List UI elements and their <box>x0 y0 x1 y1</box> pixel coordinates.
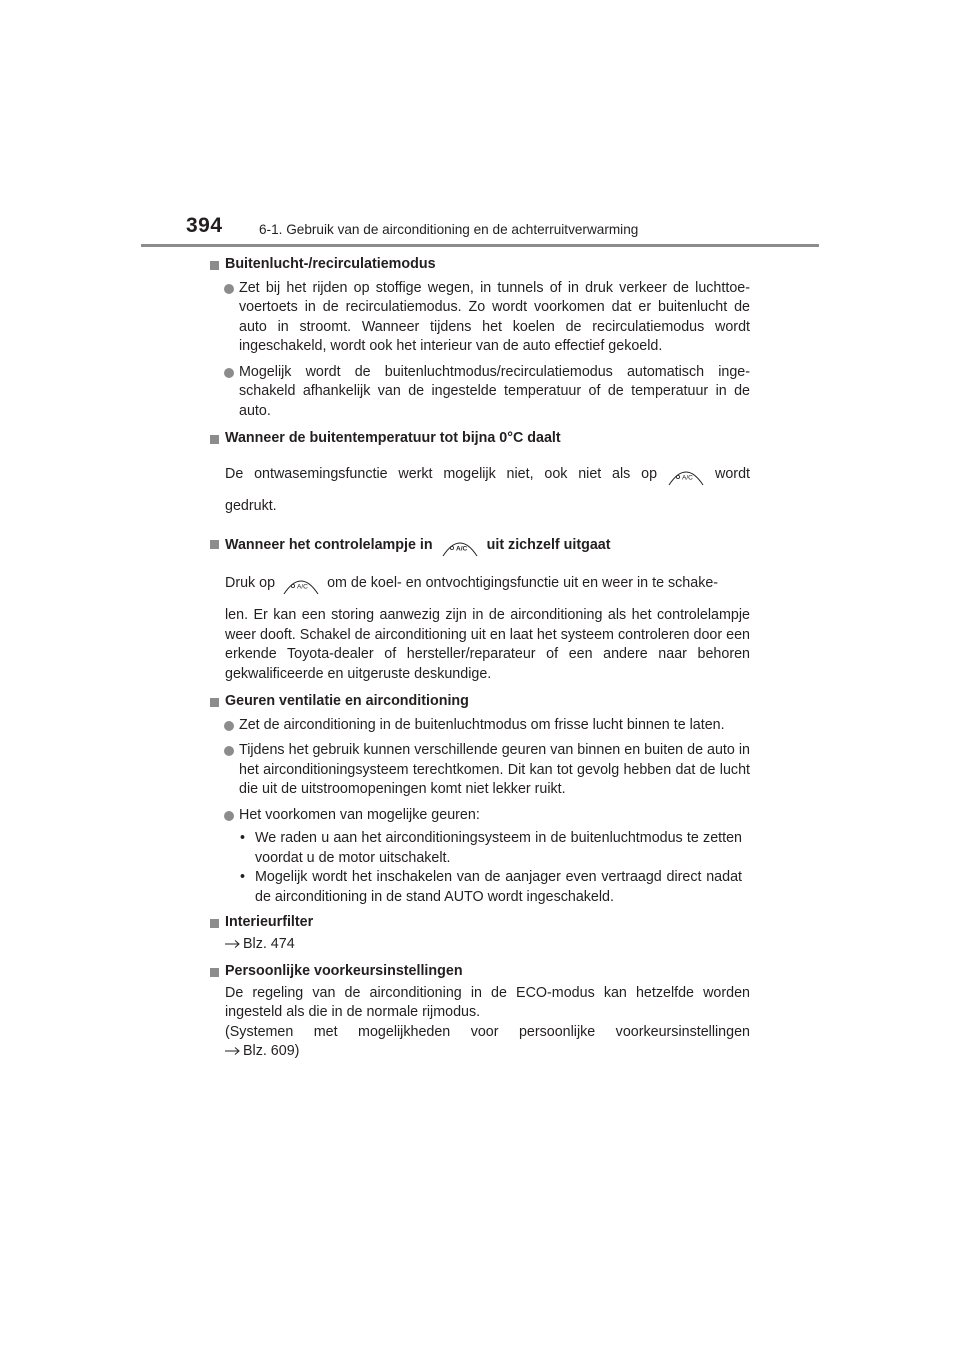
page-number: 394 <box>186 214 223 237</box>
reference-text: Blz. 609) <box>243 1043 300 1059</box>
sub-bullet-item <box>210 868 750 907</box>
lamp-text-line <box>210 572 750 596</box>
ac-label: A/C <box>455 545 467 553</box>
bullet-text: Het voorkomen van mogelijke geuren: <box>239 806 480 823</box>
heading-text: Persoonlijke voorkeursinstellingen <box>225 963 463 979</box>
sub-bullet-text: Mogelijk wordt het inschakelen van de aanjager even vertraagd direct nadat de airconditioning in de stand AUTO wordt ingeschakeld. <box>255 869 742 905</box>
bullet-item <box>210 279 750 357</box>
circle-bullet-icon <box>224 368 234 378</box>
heading-indicator-lamp <box>210 534 750 558</box>
paragraph-text: om de koel- en ontvochtigingsfunctie uit en weer in te schake- <box>327 575 719 592</box>
heading-recirculation <box>210 255 750 275</box>
paragraph-text: len. Er kan een storing aanwezig zijn in de airconditioning als het controlelampje weer dooft. Schakel de airconditioning uit en laat het systeem controleren door een erkende Toyota-dealer of hersteller/reparateur of een andere naar behoren gekwalificeerde en uitgeruste deskundige. <box>225 607 750 682</box>
bullet-text: Zet de airconditioning in de buitenluchtmodus om frisse lucht binnen te laten. <box>239 716 725 733</box>
heading-text: Geuren ventilatie en airconditioning <box>225 693 469 709</box>
ac-button-icon <box>441 534 479 558</box>
circle-bullet-icon <box>224 811 234 821</box>
heading-text: Buitenlucht-/recirculatiemodus <box>225 256 436 272</box>
bullet-item <box>210 363 750 422</box>
heading-cabin-filter <box>210 913 750 933</box>
square-icon <box>210 540 219 549</box>
circle-bullet-icon <box>224 284 234 294</box>
square-icon <box>210 968 219 977</box>
circle-bullet-icon <box>224 721 234 731</box>
sub-bullet-marker: • <box>240 869 246 885</box>
reference-text: Blz. 474 <box>243 935 295 952</box>
ac-label: A/C <box>297 583 308 591</box>
right-arrow-icon <box>225 1043 241 1059</box>
square-icon <box>210 919 219 928</box>
bullet-text: Mogelijk wordt de buitenluchtmodus/recirculatiemodus automatisch ingeschakeld afhankelijk van de ingestelde temperatuur of de temperatuur in de auto. <box>239 363 750 419</box>
running-head: 6-1. Gebruik van de airconditioning en de achterruitverwarming <box>259 222 639 237</box>
paragraph-text: wordt <box>715 465 750 482</box>
heading-cold-temperature <box>210 429 750 449</box>
page-reference[interactable] <box>210 1042 750 1062</box>
bullet-item <box>210 716 750 736</box>
circle-bullet-icon <box>224 746 234 756</box>
ac-button-icon <box>667 463 705 487</box>
page-reference[interactable] <box>210 935 750 955</box>
ac-button-icon <box>282 572 320 596</box>
paragraph-text: De regeling van de airconditioning in de ECO-modus kan hetzelfde worden ingesteld als die in de normale rijmodus. <box>225 984 750 1020</box>
heading-text: Interieurfilter <box>225 914 314 930</box>
ac-label: A/C <box>682 474 693 481</box>
square-icon <box>210 261 219 270</box>
bullet-item <box>210 741 750 800</box>
cold-text-line <box>210 463 750 487</box>
paragraph-text: De ontwasemingsfunctie werkt mogelijk niet, ook niet als op <box>225 465 658 482</box>
heading-text: Wanneer de buitentemperatuur tot bijna 0°C daalt <box>225 430 561 446</box>
square-icon <box>210 698 219 707</box>
paragraph-text: Druk op <box>225 575 276 592</box>
sub-bullet-text: We raden u aan het airconditioningsysteem in de buitenluchtmodus te zetten voordat u de motor uitschakelt. <box>255 830 742 866</box>
sub-bullet-item <box>210 829 750 868</box>
sub-bullet-marker: • <box>240 830 246 846</box>
heading-text: uit zichzelf uitgaat <box>486 537 611 554</box>
page-body <box>210 255 750 1062</box>
heading-customization <box>210 962 750 982</box>
bullet-text: Tijdens het gebruik kunnen verschillende geuren van binnen en buiten de auto in het airconditioningsysteem terechtkomen. Dit kan tot gevolg hebben dat de lucht die uit de uitstroomopeningen komt niet lekker ruikt. <box>239 742 750 797</box>
bullet-item <box>210 806 750 826</box>
header-rule <box>141 244 819 247</box>
heading-text: Wanneer het controlelampje in <box>225 537 433 554</box>
paragraph-text: (Systemen met mogelijkheden voor persoonlijke voorkeursinstellingen <box>225 1023 750 1040</box>
heading-odors <box>210 692 750 712</box>
bullet-text: Zet bij het rijden op stoffige wegen, in tunnels of in druk verkeer de luchttoevoertoets in de recirculatiemodus. Zo wordt voorkomen dat er buitenlucht de auto in stroomt. Wanneer tijdens het koelen de recirculatiemodus wordt ingeschakeld, wordt ook het interieur van de auto effectief gekoeld. <box>239 279 750 354</box>
paragraph-text: gedrukt. <box>225 497 277 514</box>
square-icon <box>210 435 219 444</box>
right-arrow-icon <box>225 936 241 952</box>
